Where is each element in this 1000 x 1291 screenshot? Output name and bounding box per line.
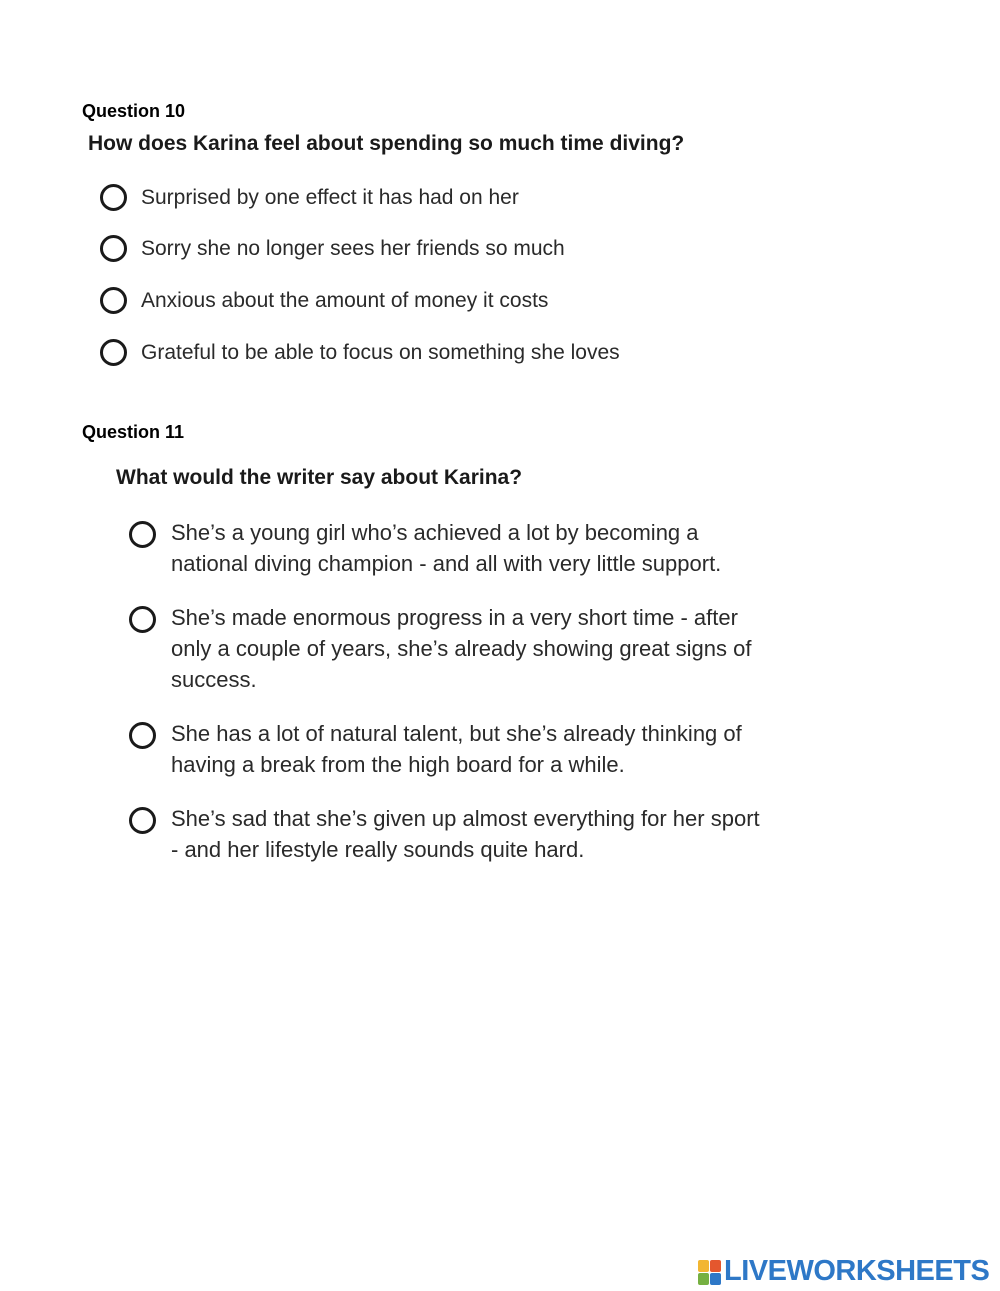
option-line: She’s made enormous progress in a very short time - after (171, 605, 738, 630)
option-line: having a break from the high board for a while. (171, 752, 625, 777)
radio-button[interactable] (100, 339, 127, 366)
radio-button[interactable] (100, 235, 127, 262)
brand-text: LIVEWORKSHEETS (724, 1255, 990, 1287)
radio-button[interactable] (100, 184, 127, 211)
option-line: She’s sad that she’s given up almost everything for her sport (171, 806, 760, 831)
radio-button[interactable] (129, 807, 156, 834)
liveworksheets-logo-icon (698, 1260, 720, 1284)
q11-option-2[interactable] (129, 602, 752, 695)
option-label: Anxious about the amount of money it costs (141, 289, 549, 312)
option-label (171, 517, 721, 579)
radio-button[interactable] (129, 521, 156, 548)
option-label (171, 602, 752, 695)
radio-button[interactable] (100, 287, 127, 314)
q11-option-3[interactable] (129, 718, 742, 780)
question-11-text: What would the writer say about Karina? (116, 466, 523, 489)
radio-button[interactable] (129, 722, 156, 749)
option-label: Sorry she no longer sees her friends so much (141, 237, 565, 260)
question-10-text: How does Karina feel about spending so much time diving? (88, 132, 685, 155)
radio-button[interactable] (129, 606, 156, 633)
option-label (171, 803, 760, 865)
q10-option-2[interactable] (100, 233, 565, 264)
q10-option-3[interactable] (100, 285, 548, 316)
option-label: Grateful to be able to focus on something she loves (141, 341, 620, 364)
option-label: Surprised by one effect it has had on her (141, 186, 519, 209)
q11-option-1[interactable] (129, 517, 721, 579)
option-line: - and her lifestyle really sounds quite hard. (171, 837, 585, 862)
q10-option-1[interactable] (100, 182, 519, 213)
option-line: only a couple of years, she’s already showing great signs of (171, 636, 752, 661)
option-label (171, 718, 742, 780)
logo-tile (710, 1273, 721, 1285)
option-line: She has a lot of natural talent, but she’s already thinking of (171, 721, 742, 746)
logo-tile (698, 1260, 709, 1272)
logo-tile (710, 1260, 721, 1272)
liveworksheets-brand (698, 1255, 989, 1288)
q11-option-4[interactable] (129, 803, 760, 865)
logo-tile (698, 1273, 709, 1285)
option-line: national diving champion - and all with very little support. (171, 551, 722, 576)
question-11-label: Question 11 (82, 422, 185, 442)
option-line: success. (171, 667, 257, 692)
question-10-label: Question 10 (82, 101, 186, 121)
q10-option-4[interactable] (100, 337, 620, 368)
option-line: She’s a young girl who’s achieved a lot by becoming a (171, 520, 699, 545)
